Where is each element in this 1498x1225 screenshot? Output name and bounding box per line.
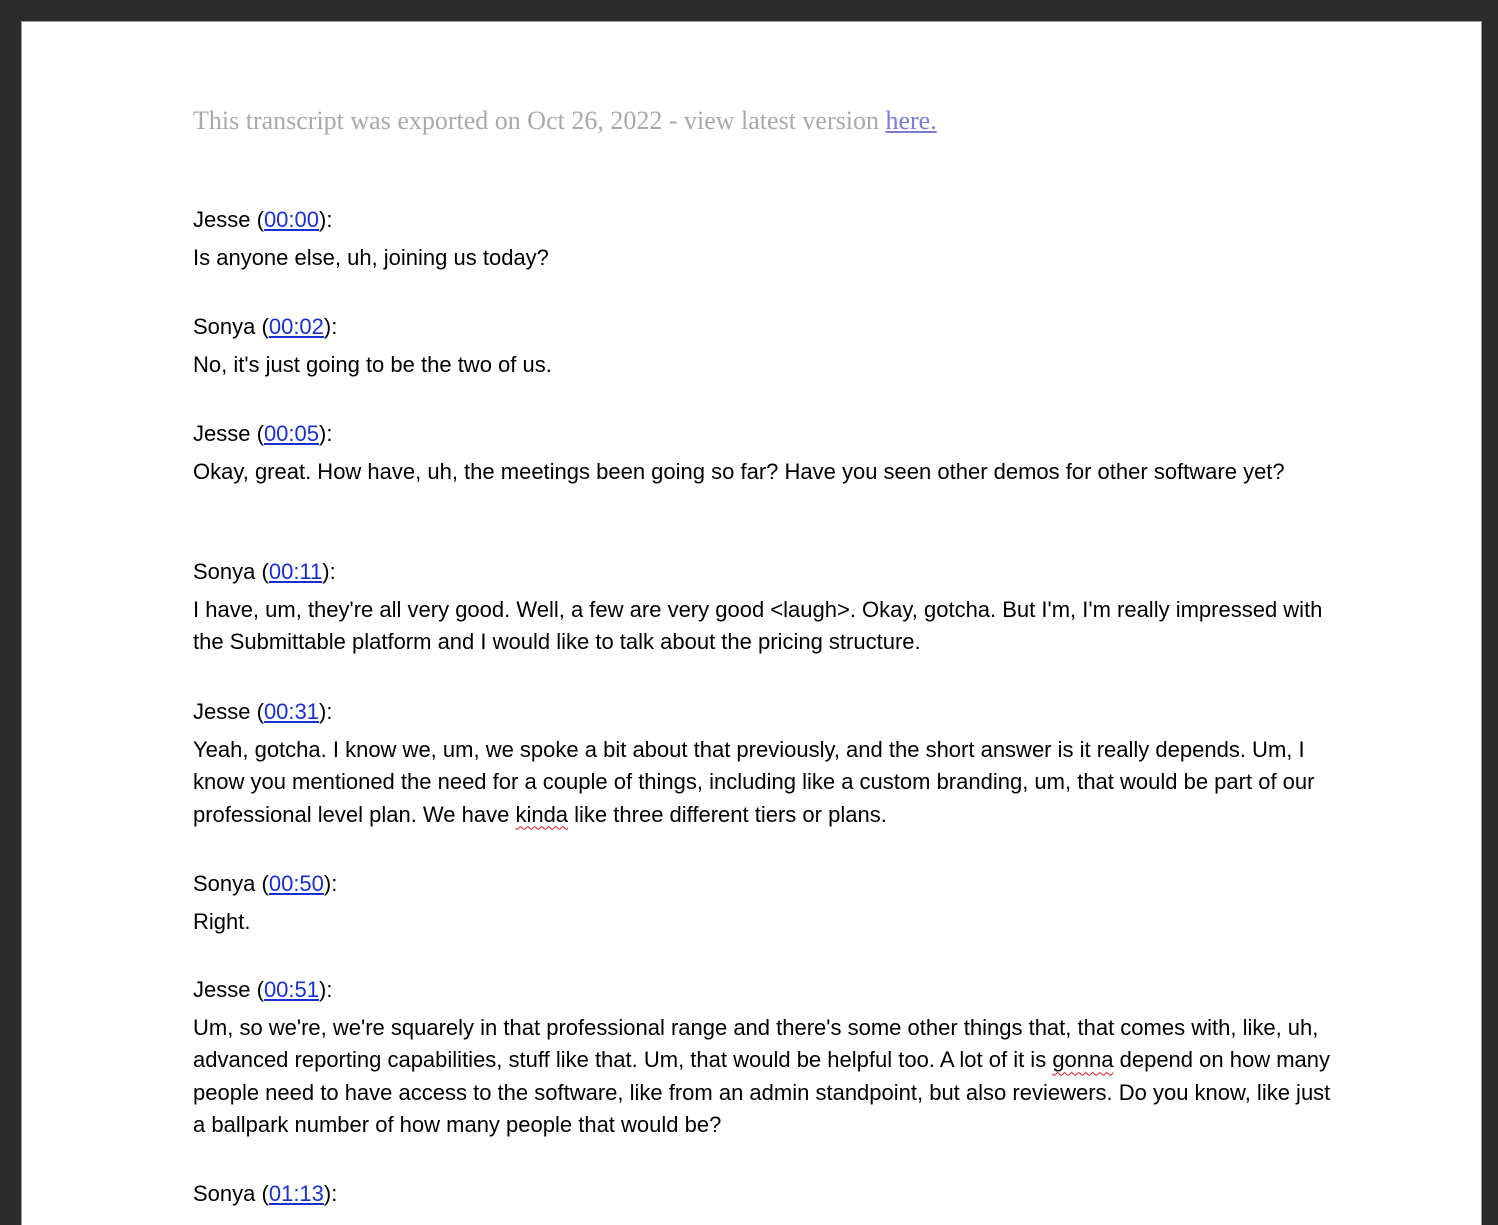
transcript-entry xyxy=(193,308,1333,415)
latest-version-link[interactable]: here. xyxy=(885,106,937,135)
timestamp-link[interactable]: 00:00 xyxy=(263,207,319,232)
speaker-name: Jesse xyxy=(193,699,251,724)
utterance-text: Right. xyxy=(193,909,251,934)
transcript-entry xyxy=(193,415,1333,553)
speaker-line: Sonya (00:11): xyxy=(193,559,336,584)
utterance-text: Um, so we're, we're squarely in that professional range and there's some other things that, that comes with, like, uh, advanced reporting capabilities, stuff like that. Um, that would be helpful too. A lot of it is gonna depend on how many people need to have access to the software, like from an admin standpoint, but also reviewers. Do you know, like just a ballpark number of how many people that would be? xyxy=(193,1015,1331,1137)
transcript-entry xyxy=(193,865,1333,971)
export-notice-text: This transcript was exported on Oct 26, 2022 - view latest version xyxy=(193,106,886,135)
speaker-name: Sonya xyxy=(193,559,256,584)
timestamp-link[interactable]: 01:13 xyxy=(268,1181,324,1206)
timestamp-link[interactable]: 00:31 xyxy=(263,699,319,724)
speaker-line: Jesse (00:31): xyxy=(193,699,333,724)
speaker-name: Jesse xyxy=(193,421,251,446)
timestamp-link[interactable]: 00:11 xyxy=(268,559,323,584)
utterance-text: Yeah, gotcha. I know we, um, we spoke a bit about that previously, and the short answer is it really depends. Um, I know you mentioned the need for a couple of things, including like a custom branding, um, that would be part of our professional level plan. We have kinda like three different tiers or plans. xyxy=(193,737,1315,827)
transcript-entry xyxy=(193,553,1333,693)
timestamp-link[interactable]: 00:51 xyxy=(263,977,319,1002)
utterance-text: Is anyone else, uh, joining us today? xyxy=(193,245,549,270)
transcript-entry xyxy=(193,971,1333,1175)
spellcheck-flagged-word[interactable]: gonna xyxy=(1052,1047,1114,1073)
timestamp-link[interactable]: 00:50 xyxy=(268,871,324,896)
transcript xyxy=(193,201,1333,1225)
timestamp-link[interactable]: 00:02 xyxy=(268,314,324,339)
document-page xyxy=(21,21,1482,1225)
utterance-text: Okay, great. How have, uh, the meetings been going so far? Have you seen other demos for other software yet? xyxy=(193,459,1285,484)
speaker-line: Sonya (01:13): xyxy=(193,1181,338,1206)
speaker-line: Sonya (00:50): xyxy=(193,871,338,896)
speaker-name: Sonya xyxy=(193,1181,256,1206)
timestamp-link[interactable]: 00:05 xyxy=(263,421,319,446)
transcript-entry xyxy=(193,201,1333,308)
speaker-name: Sonya xyxy=(193,314,256,339)
speaker-line: Jesse (00:00): xyxy=(193,207,333,232)
export-notice xyxy=(193,106,937,136)
speaker-name: Jesse xyxy=(193,207,251,232)
speaker-name: Jesse xyxy=(193,977,251,1002)
transcript-entry xyxy=(193,693,1333,865)
speaker-line: Jesse (00:05): xyxy=(193,421,333,446)
spellcheck-flagged-word[interactable]: kinda xyxy=(515,801,569,827)
speaker-name: Sonya xyxy=(193,871,256,896)
speaker-line: Sonya (00:02): xyxy=(193,314,338,339)
utterance-text: I have, um, they're all very good. Well, a few are very good <laugh>. Okay, gotcha. But I'm, I'm really impressed with the Submittable platform and I would like to talk about the pricing structure. xyxy=(193,597,1323,655)
speaker-line: Jesse (00:51): xyxy=(193,977,333,1002)
transcript-entry xyxy=(193,1175,1333,1225)
utterance-text: No, it's just going to be the two of us. xyxy=(193,352,552,377)
